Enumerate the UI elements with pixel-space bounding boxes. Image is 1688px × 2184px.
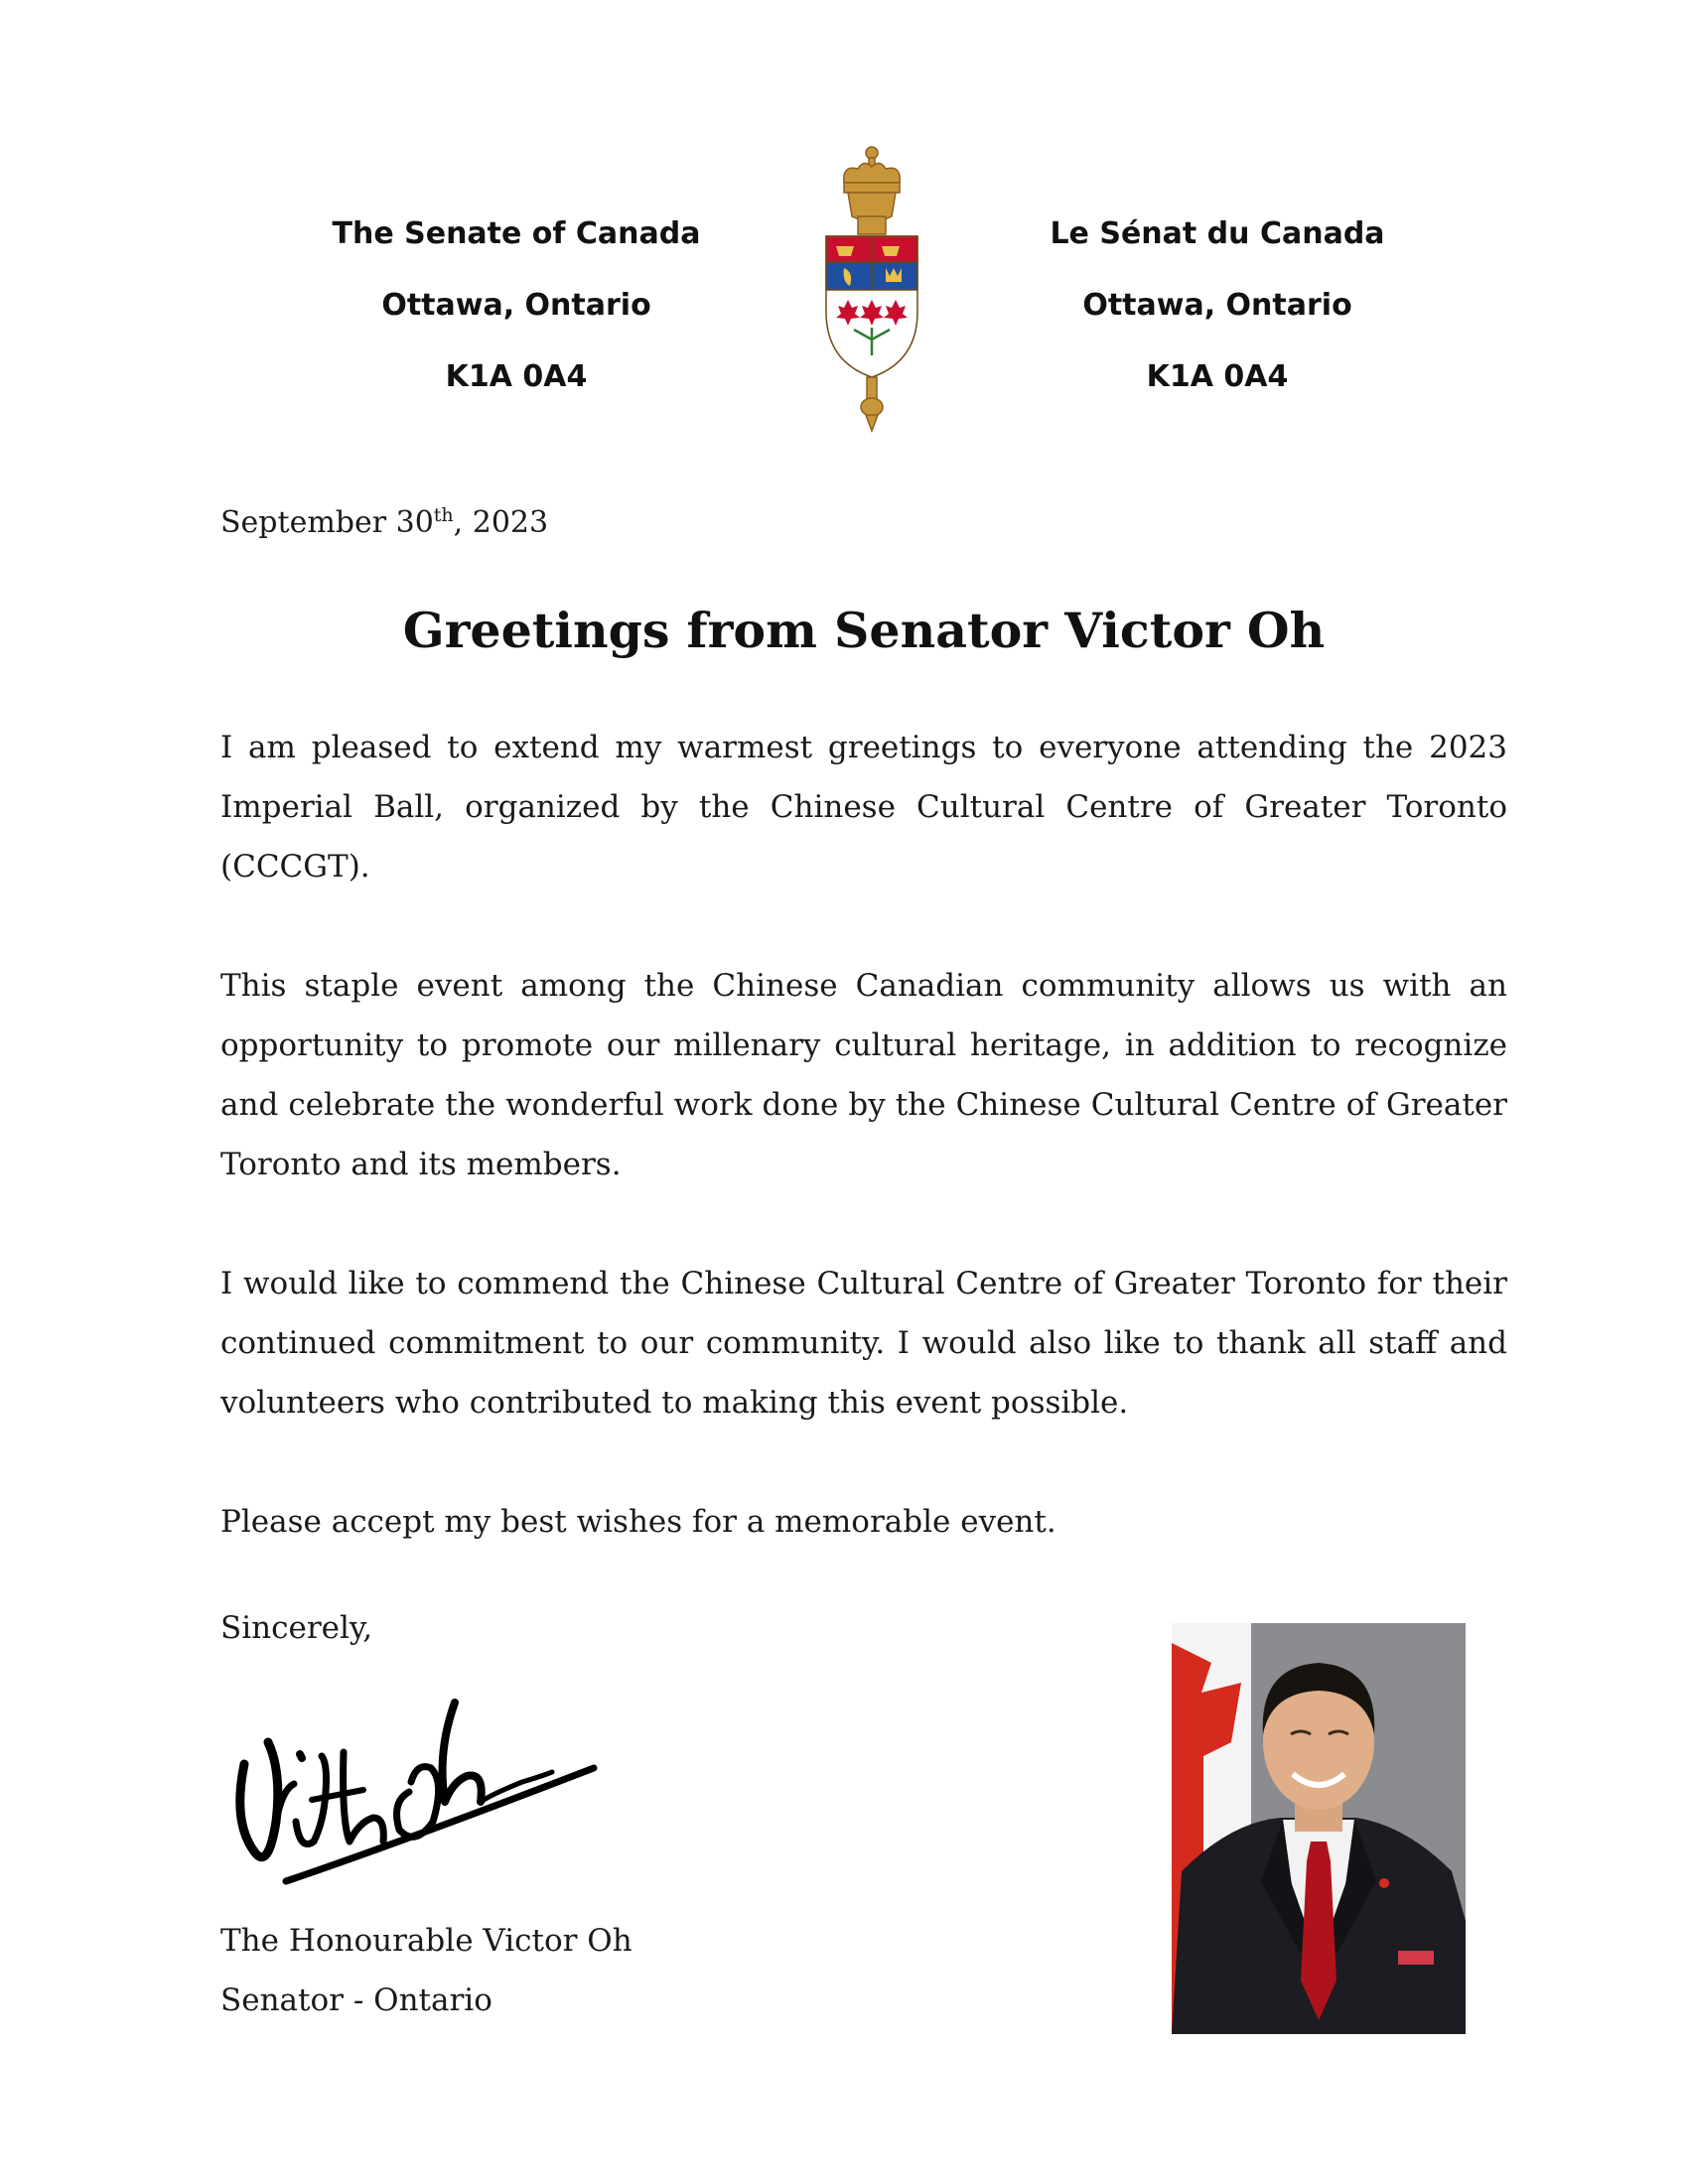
senator-portrait-photo-icon xyxy=(1172,1623,1466,2034)
city-french: Ottawa, Ontario xyxy=(1082,288,1352,323)
letter-body xyxy=(220,718,1507,1552)
header-french-address xyxy=(999,199,1436,413)
body-paragraph-4: Please accept my best wishes for a memorable event. xyxy=(220,1504,1056,1540)
date-year: , 2023 xyxy=(453,505,549,540)
handwritten-signature-icon xyxy=(224,1673,622,1896)
signer-name: The Honourable Victor Oh xyxy=(220,1923,633,1959)
body-paragraph-3: I would like to commend the Chinese Cultural Centre of Greater Toronto for their continued commitment to our community. I would also like to thank all staff and volunteers who contributed to making this event possible. xyxy=(220,1266,1507,1421)
date-main: September 30 xyxy=(220,505,434,540)
closing-salutation: Sincerely, xyxy=(220,1610,373,1646)
header-english-address xyxy=(298,199,735,413)
senate-name-english: The Senate of Canada xyxy=(332,216,701,251)
postal-code-english: K1A 0A4 xyxy=(445,359,588,394)
date-ordinal-suffix: th xyxy=(433,504,454,526)
city-english: Ottawa, Ontario xyxy=(381,288,651,323)
senate-name-french: Le Sénat du Canada xyxy=(1050,216,1385,251)
signer-title: Senator - Ontario xyxy=(220,1982,492,2018)
letter-date xyxy=(220,504,548,540)
body-paragraph-2: This staple event among the Chinese Canadian community allows us with an opportunity to promote our millenary cultural heritage, in addition to recognize and celebrate the wonderful work done by the Chinese Cultural Centre of Greater Toronto and its members. xyxy=(220,968,1507,1182)
body-paragraph-1: I am pleased to extend my warmest greetings to everyone attending the 2023 Imperial Ball, organized by the Chinese Cultural Centre of Greater Toronto (CCCGT). xyxy=(220,730,1507,885)
postal-code-french: K1A 0A4 xyxy=(1146,359,1289,394)
signer-block xyxy=(220,1911,633,2030)
senate-crest-icon xyxy=(814,143,929,433)
letter-title: Greetings from Senator Victor Oh xyxy=(402,602,1326,659)
